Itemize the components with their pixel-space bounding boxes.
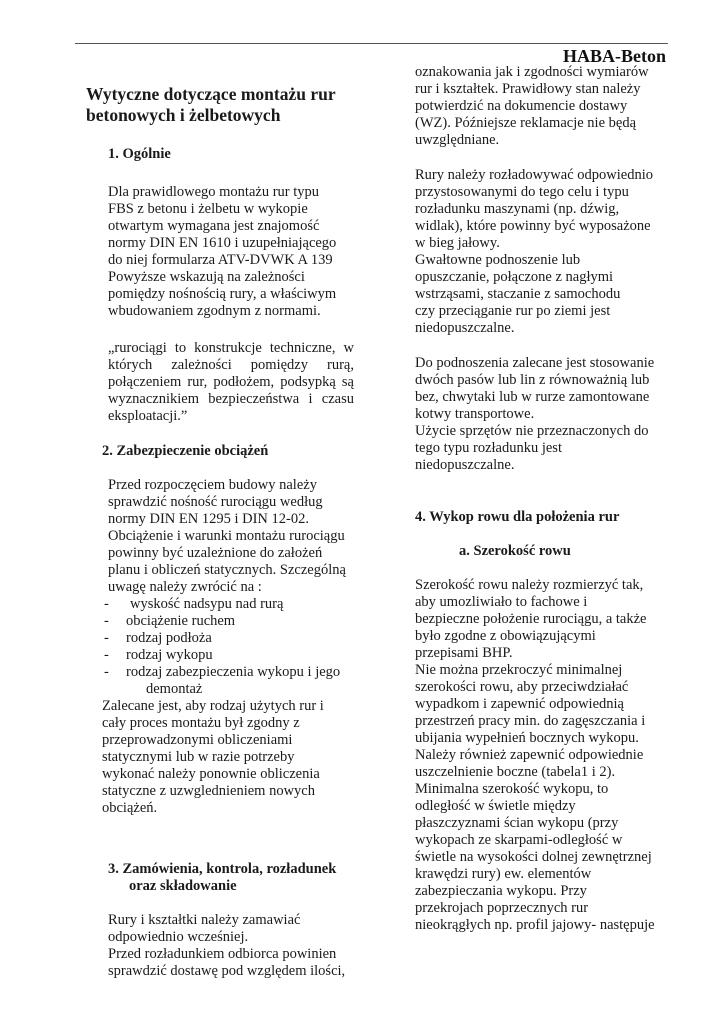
text-line: Do podnoszenia zalecane jest stosowanie <box>415 355 655 371</box>
text-line: cały proces montażu był zgodny z <box>102 715 300 731</box>
text-line: powinny być uzależnione do założeń <box>108 545 323 561</box>
section-1-heading: 1. Ogólnie <box>108 146 171 162</box>
text-line: przekrojach poprzecznych rur <box>415 900 589 916</box>
text-line: Gwałtowne podnoszenie lub <box>415 252 581 268</box>
text-line: normy DIN EN 1610 i uzupełniającego <box>108 235 337 251</box>
text-line: świetle na wysokości dolnej zewnętrznej <box>415 849 652 865</box>
text-line: szerokości rowu, aby przeciwdziałać <box>415 679 629 695</box>
text-line: czy przeciąganie rur po ziemi jest <box>415 303 611 319</box>
section-1-quote: „rurociągi to konstrukcje techniczne, w których zależności pomiędzy rurą, połączeniem rur, podłożem, podsypką są wyznacznikiem bezpieczeństwa i czasu eksploatacji.” <box>108 340 354 424</box>
title-line: Wytyczne dotyczące montażu rur <box>86 84 336 104</box>
section-4-heading: 4. Wykop rowu dla położenia rur <box>415 509 620 525</box>
text-line: Nie można przekroczyć minimalnej <box>415 662 623 678</box>
text-line: rur i kształtek. Prawidłowy stan należy <box>415 81 641 97</box>
lifting-paragraph <box>415 355 665 474</box>
text-line: Należy również zapewnić odpowiednie <box>415 747 644 763</box>
text-line: wykopach ze skarpami-odległość w <box>415 832 623 848</box>
text-line: niedopuszczalne. <box>415 320 515 336</box>
text-line: planu i obliczeń statycznych. Szczególną <box>108 562 346 578</box>
section-3-paragraph-continued <box>415 64 665 149</box>
unloading-paragraph <box>415 167 665 337</box>
load-factors-list <box>104 596 354 698</box>
text-line: do niej formularza ATV-DVWK A 139 <box>108 252 333 268</box>
text-line: Dla prawidlowego montażu rur typu <box>108 184 320 200</box>
heading-line: 3. Zamówienia, kontrola, rozładunek <box>108 861 337 877</box>
list-item: demontaż <box>146 681 203 697</box>
text-line: statyczne z uzwgl​ednieniem nowych <box>102 783 315 799</box>
section-1-paragraph <box>108 184 354 320</box>
text-line: sprawdzić nośność rurociągu według <box>108 494 323 510</box>
text-line: FBS z betonu i żelbetu w wykopie <box>108 201 308 217</box>
trench-width-paragraph <box>415 577 665 934</box>
text-line: statycznymi lub w razie potrzeby <box>102 749 295 765</box>
text-line: bez, chwytaki lub w rurze zamontowane <box>415 389 650 405</box>
text-line: oznakowania jak i zgodności wymiarów <box>415 64 649 80</box>
header-rule <box>75 43 668 44</box>
text-line: zabezpieczania wykopu. Przy <box>415 883 587 899</box>
text-line: przestrzeń pracy min. do zagęszczania i <box>415 713 646 729</box>
text-line: wstrząsami, staczanie z samochodu <box>415 286 621 302</box>
text-line: sprawdzić dostawę pod względem ilości, <box>108 963 346 979</box>
text-line: było zgodne z obowiązującymi <box>415 628 596 644</box>
list-item: - rodzaj zabezpieczenia wykopu i jego <box>104 664 341 680</box>
text-line: (WZ). Późniejsze reklamacje nie będą <box>415 115 637 131</box>
text-line: wbudowaniem zgodnym z normami. <box>108 303 321 319</box>
text-line: Minimalna szerokość wykopu, to <box>415 781 609 797</box>
list-item: - rodzaj wykopu <box>104 647 213 663</box>
text-line: wypadkom i zapewnić odpowiednią <box>415 696 624 712</box>
text-line: odpowiednio wcześniej. <box>108 929 249 945</box>
text-line: dwóch pasów lub lin z równoważnią lub <box>415 372 650 388</box>
text-line: Przed rozpoczęciem budowy należy <box>108 477 317 493</box>
text-line: przystosowanymi do tego celu i typu <box>415 184 629 200</box>
text-line: nieokrągłych np. profil jajowy- następuje <box>415 917 655 933</box>
text-line: przepisami BHP. <box>415 645 513 661</box>
section-2-paragraph <box>108 477 354 596</box>
text-line: uwagę należy zwrócić na : <box>108 579 262 595</box>
heading-line: oraz składowanie <box>129 878 237 894</box>
text-line: krawędzi rury) ew. elementów <box>415 866 592 882</box>
text-line: rozładunku maszynami (np. dźwig, <box>415 201 620 217</box>
brand-name: HABA-Beton <box>563 46 666 66</box>
text-line: niedopuszczalne. <box>415 457 515 473</box>
text-line: Przed rozładunkiem odbiorca powinien <box>108 946 337 962</box>
text-line: tego typu rozładunku jest <box>415 440 562 456</box>
section-3-paragraph <box>108 912 354 980</box>
left-column <box>86 84 354 980</box>
section-4a-heading: a. Szerokość rowu <box>459 543 571 559</box>
text-line: ubijania wypełnień bocznych wykopu. <box>415 730 639 746</box>
text-line: płaszczyznami ścian wykopu (przy <box>415 815 619 831</box>
text-line: Rury i kształtki należy zamawiać <box>108 912 301 928</box>
section-3-heading <box>108 861 354 895</box>
text-line: Użycie sprzętów nie przeznaczonych do <box>415 423 649 439</box>
text-line: wykonać należy ponownie obliczenia <box>102 766 320 782</box>
text-line: Powyższe wskazują na zależności <box>108 269 305 285</box>
text-line: obciążeń. <box>102 800 158 816</box>
text-line: otwartym wymagana jest znajomość <box>108 218 320 234</box>
text-line: normy DIN EN 1295 i DIN 12-02. <box>108 511 309 527</box>
text-line: w bieg jałowy. <box>415 235 500 251</box>
section-2-paragraph-2 <box>102 698 354 817</box>
list-item: - rodzaj podłoża <box>104 630 212 646</box>
text-line: Szerokość rowu należy rozmierzyć tak, <box>415 577 644 593</box>
text-line: widlak), które powinny być wyposażone <box>415 218 651 234</box>
text-line: Obciążenie i warunki montażu rurociągu <box>108 528 345 544</box>
text-line: przeprowadzonymi obliczeniami <box>102 732 293 748</box>
list-item: - wyskość nadsypu nad rurą <box>104 596 284 612</box>
title-line: betonowych i żelbetowych <box>86 105 281 125</box>
list-item: - obciążenie ruchem <box>104 613 236 629</box>
section-2-heading: 2. Zabezpieczenie obciążeń <box>102 443 269 459</box>
text-line: uszczelnienie boczne (tabela1 i 2). <box>415 764 616 780</box>
text-line: Rury należy rozładowywać odpowiednio <box>415 167 653 183</box>
right-column <box>415 64 665 934</box>
text-line: aby umozliwiało to fachowe i <box>415 594 588 610</box>
text-line: pomiędzy nośnością rury, a właściwym <box>108 286 337 302</box>
text-line: bezpieczne położenie rurociągu, a także <box>415 611 647 627</box>
text-line: uwzględniane. <box>415 132 500 148</box>
document-title <box>86 84 346 126</box>
text-line: opuszczanie, połączone z nagłymi <box>415 269 614 285</box>
text-line: Zalecane jest, aby rodzaj użytych rur i <box>102 698 324 714</box>
text-line: potwierdzić na dokumencie dostawy <box>415 98 628 114</box>
text-line: odległość w świetle między <box>415 798 576 814</box>
text-line: kotwy transportowe. <box>415 406 535 422</box>
